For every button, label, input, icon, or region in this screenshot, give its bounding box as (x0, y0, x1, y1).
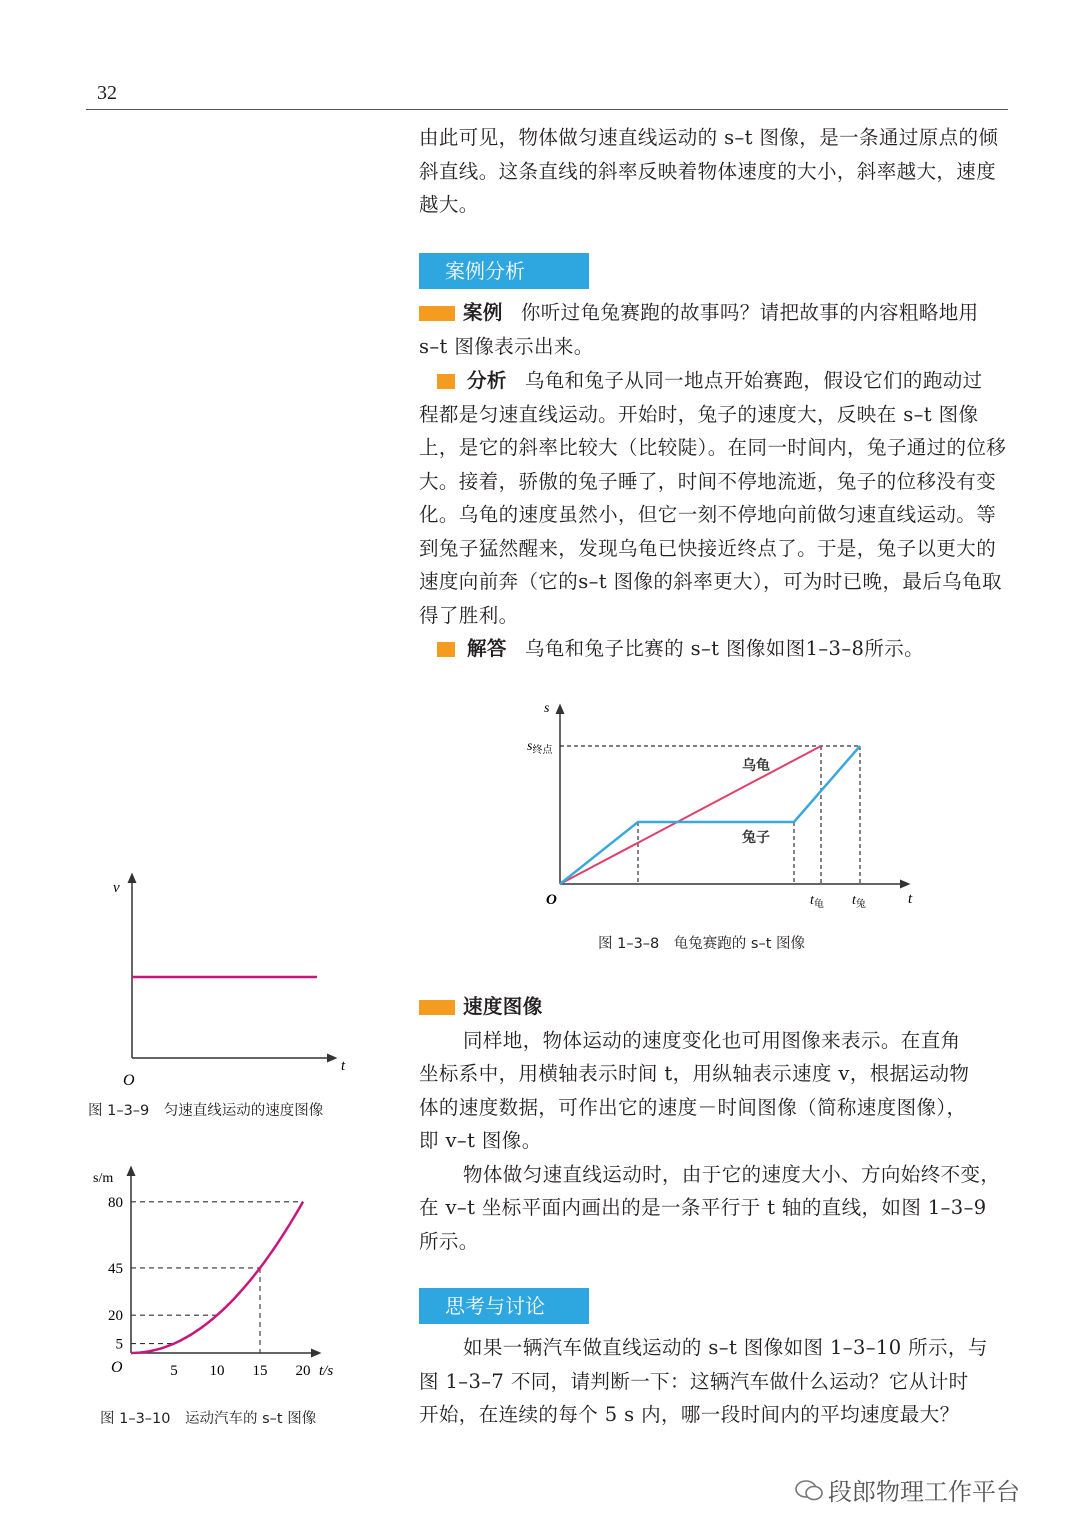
watermark (794, 1472, 1020, 1508)
v-axis-label: v (113, 880, 120, 896)
case-label: 案例 (463, 301, 503, 324)
turtle-label: 乌龟 (742, 759, 770, 774)
intro-line: 由此可见，物体做匀速直线运动的 s–t 图像，是一条通过原点的倾 (419, 126, 999, 149)
analysis-line: 上，是它的斜率比较大（比较陡）。在同一时间内，兔子通过的位移 (419, 436, 1007, 459)
speed-p1-line: 即 v–t 图像。 (419, 1129, 542, 1152)
figure-1-3-10-caption: 图 1–3–10 运动汽车的 s–t 图像 (100, 1411, 317, 1427)
case-line: s–t 图像表示出来。 (419, 334, 594, 358)
figure-1-3-8-caption: 图 1–3–8 龟兔赛跑的 s–t 图像 (598, 936, 805, 952)
x-tick-label: 20 (295, 1363, 311, 1379)
analysis-line: 得了胜利。 (419, 603, 519, 627)
analysis-line: 到兔子猛然醒来，发现乌龟已快接近终点了。于是，兔子以更大的 (419, 536, 997, 560)
header-rule (86, 109, 1008, 110)
speed-p2-line: 所示。 (419, 1229, 479, 1253)
discussion-line: 开始，在连续的每个 5 s 内，哪一段时间内的平均速度最大？ (419, 1403, 960, 1426)
speed-p1-line: 同样地，物体运动的速度变化也可用图像来表示。在直角 (463, 1028, 961, 1052)
analysis-line: 分析 乌龟和兔子从同一地点开始赛跑，假设它们的跑动过 (419, 364, 1006, 398)
analysis-label: 分析 (467, 369, 507, 392)
discussion-line: 如果一辆汽车做直线运动的 s–t 图像如图 1–3–10 所示，与 (463, 1336, 988, 1359)
origin-label: O (111, 1359, 123, 1376)
analysis-line: 化。乌龟的速度虽然小，但它一刻不停地向前做匀速直线运动。等 (419, 503, 997, 526)
s-t-curve (131, 1202, 303, 1353)
analysis-line: 程都是匀速直线运动。开始时，兔子的速度大，反映在 s–t 图像 (419, 402, 979, 426)
intro-line: 斜直线。这条直线的斜率反映着物体速度的大小，斜率越大，速度 (419, 159, 997, 183)
wechat-icon (794, 1478, 824, 1508)
speed-header: 速度图像 (463, 995, 543, 1018)
orange-marker-icon (419, 306, 455, 321)
analysis-line: 速度向前奔（它的s–t 图像的斜率更大），可为时已晚，最后乌龟取 (419, 570, 1002, 593)
y-tick-label: 45 (108, 1260, 123, 1277)
figure-1-3-8 (510, 690, 930, 960)
y-tick-label: 5 (115, 1336, 123, 1353)
analysis-line: 大。接着，骄傲的兔子睡了，时间不停地流逝，兔子的位移没有变 (419, 469, 997, 493)
x-axis-label: t/s (319, 1363, 334, 1379)
orange-marker-icon (437, 642, 455, 657)
figure-1-3-9-caption: 图 1–3–9 匀速直线运动的速度图像 (88, 1103, 324, 1119)
orange-marker-icon (437, 374, 455, 389)
y-tick-label: 80 (108, 1194, 123, 1211)
speed-p1-line: 坐标系中，用横轴表示时间 t，用纵轴表示速度 v，根据运动物 (419, 1062, 970, 1085)
discussion-line: 图 1–3–7 不同，请判断一下：这辆汽车做什么运动？它从计时 (419, 1369, 969, 1393)
speed-p2-line: 在 v–t 坐标平面内画出的是一条平行于 t 轴的直线，如图 1–3–9 (419, 1196, 987, 1219)
answer-label: 解答 (467, 637, 507, 660)
origin-label: O (123, 1072, 135, 1089)
s-end-label: $s_{终点}$ (527, 739, 553, 756)
x-tick-label: 10 (209, 1363, 225, 1379)
discussion-header: 思考与讨论 (419, 1288, 589, 1324)
t-axis-label: t (908, 891, 913, 907)
y-axis-label: s/m (93, 1171, 114, 1186)
turtle-line (560, 746, 821, 884)
orange-marker-icon (419, 1000, 455, 1015)
speed-heading (419, 990, 1000, 1024)
answer-line: 解答 乌龟和兔子比赛的 s–t 图像如图1–3–8所示。 (419, 632, 1006, 666)
x-tick-label: 5 (170, 1363, 178, 1379)
intro-line: 越大。 (419, 193, 479, 216)
figure-1-3-9 (95, 865, 375, 1095)
discussion-text (419, 1331, 988, 1432)
t-rabbit-label: $t_兔$ (852, 893, 866, 910)
case-analysis-header: 案例分析 (419, 253, 589, 289)
figure-1-3-10 (85, 1160, 365, 1385)
watermark-text: 段郎物理工作平台 (828, 1478, 1020, 1506)
page-number: 32 (97, 82, 117, 104)
origin-label: O (546, 892, 557, 908)
speed-p1-line: 体的速度数据，可作出它的速度－时间图像（简称速度图像）， (419, 1095, 967, 1119)
case-block (419, 296, 979, 363)
rabbit-label: 兔子 (742, 831, 770, 846)
s-axis-label: s (544, 701, 550, 716)
intro-paragraph (419, 121, 998, 222)
speed-section (419, 990, 1000, 1258)
t-axis-label: t (341, 1058, 346, 1074)
rabbit-line (560, 746, 860, 884)
analysis-block (419, 364, 1006, 666)
speed-p2-line: 物体做匀速直线运动时，由于它的速度大小、方向始终不变， (463, 1162, 1001, 1186)
t-turtle-label: $t_龟$ (810, 893, 824, 910)
case-text: 你听过龟兔赛跑的故事吗？请把故事的内容粗略地用 (520, 301, 979, 324)
y-tick-label: 20 (108, 1308, 123, 1325)
x-tick-label: 15 (252, 1363, 268, 1379)
case-line (419, 296, 979, 330)
